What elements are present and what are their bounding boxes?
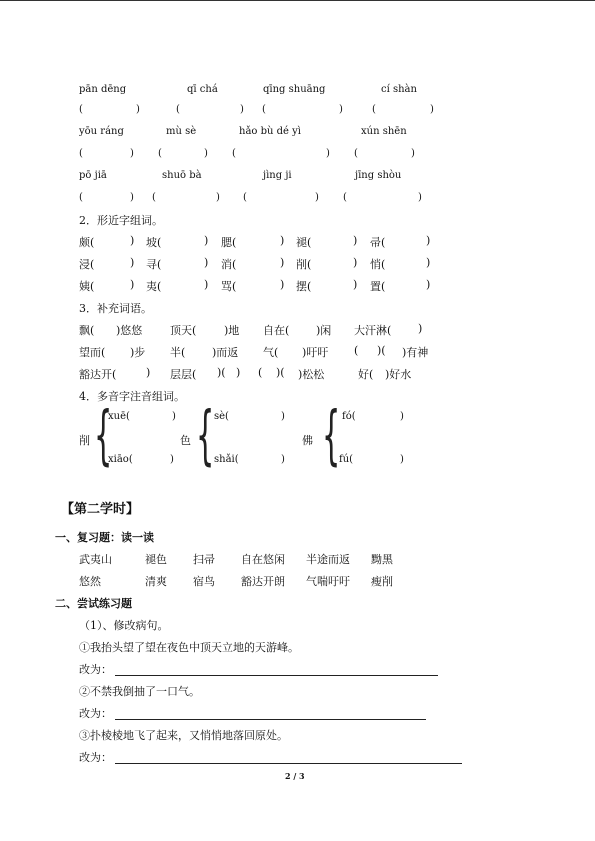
answer-blank[interactable]: (: [232, 148, 236, 159]
pinyin-item: yōu ráng: [79, 126, 124, 137]
answer-blank[interactable]: (: [262, 104, 266, 115]
header-rule: [0, 0, 595, 1]
char-prompt[interactable]: 腮(: [221, 236, 237, 249]
pinyin-item: shuō bà: [162, 170, 202, 181]
idiom-part[interactable]: 好(: [358, 368, 374, 381]
left-brace-icon: {: [322, 399, 341, 473]
section-title: 3．补充词语。: [79, 302, 152, 315]
review-word: 悠然: [79, 575, 101, 588]
review-word: 气喘吁吁: [306, 575, 350, 588]
left-brace-icon: {: [94, 399, 113, 473]
char-prompt[interactable]: 颇(: [79, 236, 95, 249]
answer-blank[interactable]: (: [79, 148, 83, 159]
answer-blank: ): [204, 148, 208, 159]
char-prompt[interactable]: 浸(: [79, 258, 95, 271]
idiom-part[interactable]: (: [258, 366, 263, 379]
sentence: ②不禁我倒抽了一口气。: [79, 685, 200, 698]
left-brace-icon: {: [196, 399, 215, 473]
char-prompt[interactable]: 帚(: [370, 236, 386, 249]
char-prompt[interactable]: 褪(: [296, 236, 312, 249]
char-prompt: ): [353, 278, 358, 291]
answer-blank[interactable]: (: [354, 148, 358, 159]
pinyin-blank[interactable]: xiāo(: [108, 454, 133, 465]
char-prompt[interactable]: 骂(: [221, 280, 237, 293]
sentence: ③扑棱棱地飞了起来，又悄悄地落回原处。: [79, 729, 288, 742]
char-prompt: ): [204, 278, 209, 291]
pinyin-blank: ): [170, 454, 174, 465]
pinyin-item: xún shēn: [361, 126, 407, 137]
answer-line[interactable]: [115, 719, 426, 720]
idiom-part[interactable]: 层层(: [170, 368, 197, 381]
answer-blank[interactable]: (: [158, 148, 162, 159]
idiom-part: )而返: [212, 346, 239, 359]
char-prompt[interactable]: 坡(: [146, 236, 162, 249]
pinyin-item: cí shàn: [381, 84, 417, 95]
char-prompt[interactable]: 夷(: [146, 280, 162, 293]
char-prompt: ): [204, 256, 209, 269]
pinyin-item: jīng shòu: [355, 170, 402, 181]
char-prompt[interactable]: 置(: [370, 280, 386, 293]
idiom-part: )步: [130, 346, 146, 359]
char-prompt[interactable]: 悄(: [370, 258, 386, 271]
review-word: 宿鸟: [193, 575, 215, 588]
section-title: 4．多音字注音组词。: [79, 390, 185, 403]
pinyin-item: jìng ji: [263, 170, 292, 181]
answer-line[interactable]: [115, 675, 438, 676]
answer-blank: ): [430, 104, 434, 115]
polyphone-char: 色: [180, 434, 191, 447]
char-prompt[interactable]: 姨(: [79, 280, 95, 293]
char-prompt[interactable]: 摆(: [296, 280, 312, 293]
answer-blank: ): [411, 148, 415, 159]
review-word: 扫帚: [193, 553, 215, 566]
idiom-part: )闲: [316, 324, 332, 337]
sentence: ①我抬头望了望在夜色中顶天立地的天游峰。: [79, 641, 299, 654]
char-prompt: ): [280, 234, 285, 247]
pinyin-blank[interactable]: shǎi(: [214, 454, 239, 465]
idiom-part[interactable]: 半(: [170, 346, 186, 359]
idiom-part[interactable]: )(: [217, 366, 226, 379]
answer-line[interactable]: [115, 763, 462, 764]
pinyin-blank[interactable]: xuē(: [108, 411, 130, 422]
char-prompt: ): [204, 234, 209, 247]
char-prompt: ): [426, 234, 431, 247]
idiom-part[interactable]: 顶天(: [170, 324, 197, 337]
idiom-part[interactable]: 大汗淋(: [354, 324, 392, 337]
pinyin-item: qīng shuāng: [263, 84, 326, 95]
answer-blank: ): [240, 104, 244, 115]
idiom-part[interactable]: 自在(: [263, 324, 290, 337]
part-title: 一、复习题：读一读: [55, 531, 154, 544]
answer-blank: ): [339, 104, 343, 115]
answer-blank: ): [315, 192, 319, 203]
answer-blank: ): [130, 192, 134, 203]
pinyin-item: qī chá: [187, 84, 218, 95]
answer-label: 改为：: [79, 663, 112, 676]
idiom-part[interactable]: (: [354, 344, 359, 357]
pinyin-blank[interactable]: fú(: [339, 454, 354, 465]
pinyin-item: mù sè: [166, 126, 197, 137]
pinyin-blank: ): [281, 411, 285, 422]
idiom-part: ): [418, 322, 423, 335]
idiom-part: ): [236, 366, 241, 379]
answer-label: 改为：: [79, 751, 112, 764]
pinyin-item: hǎo bù dé yì: [239, 126, 301, 137]
idiom-part[interactable]: 豁达开(: [79, 368, 117, 381]
char-prompt: ): [426, 278, 431, 291]
char-prompt: ): [353, 234, 358, 247]
char-prompt: ): [130, 256, 135, 269]
review-word: 武夷山: [79, 553, 112, 566]
polyphone-char: 佛: [302, 434, 313, 447]
pinyin-blank: ): [400, 454, 404, 465]
answer-blank[interactable]: (: [152, 192, 156, 203]
idiom-part[interactable]: 飘(: [79, 324, 95, 337]
answer-blank: ): [136, 104, 140, 115]
answer-blank[interactable]: (: [243, 192, 247, 203]
idiom-part: )好水: [385, 368, 412, 381]
char-prompt: ): [426, 256, 431, 269]
idiom-part: )悠悠: [116, 324, 143, 337]
answer-blank: ): [130, 148, 134, 159]
review-word: 黝黑: [371, 553, 393, 566]
answer-blank: ): [326, 148, 330, 159]
answer-blank: ): [418, 192, 422, 203]
char-prompt: ): [130, 234, 135, 247]
answer-blank: ): [216, 192, 220, 203]
answer-blank[interactable]: (: [343, 192, 347, 203]
pinyin-blank: ): [172, 411, 176, 422]
idiom-part: )有神: [402, 346, 429, 359]
review-word: 褪色: [145, 553, 167, 566]
char-prompt: ): [353, 256, 358, 269]
page-number: 2 / 3: [285, 771, 305, 781]
idiom-part: )松松: [298, 368, 325, 381]
lesson-heading: 【第二学时】: [61, 502, 140, 517]
idiom-part[interactable]: 气(: [263, 346, 279, 359]
answer-blank[interactable]: (: [79, 104, 83, 115]
char-prompt[interactable]: 削(: [296, 258, 312, 271]
polyphone-char: 削: [79, 434, 90, 447]
answer-label: 改为：: [79, 707, 112, 720]
idiom-part: ): [146, 366, 151, 379]
review-word: 清爽: [145, 575, 167, 588]
part-title: 二、尝试练习题: [55, 597, 132, 610]
answer-blank[interactable]: (: [176, 104, 180, 115]
char-prompt[interactable]: 寻(: [146, 258, 162, 271]
char-prompt[interactable]: 消(: [221, 258, 237, 271]
pinyin-item: pō jiā: [79, 170, 107, 181]
answer-blank[interactable]: (: [372, 104, 376, 115]
pinyin-blank[interactable]: fó(: [342, 411, 356, 422]
review-word: 豁达开朗: [241, 575, 285, 588]
section-title: 2．形近字组词。: [79, 214, 163, 227]
char-prompt: ): [130, 278, 135, 291]
idiom-part[interactable]: )(: [377, 344, 386, 357]
idiom-part: )吁吁: [302, 346, 329, 359]
review-word: 瘦削: [371, 575, 393, 588]
char-prompt: ): [280, 256, 285, 269]
idiom-part[interactable]: )(: [276, 366, 285, 379]
idiom-part: )地: [224, 324, 240, 337]
pinyin-blank[interactable]: sè(: [214, 411, 229, 422]
answer-blank[interactable]: (: [79, 192, 83, 203]
pinyin-blank: ): [400, 411, 404, 422]
pinyin-item: pān dēng: [79, 84, 127, 95]
sub-title: （1）、修改病句。: [79, 619, 169, 632]
idiom-part[interactable]: 望而(: [79, 346, 106, 359]
review-word: 半途而返: [306, 553, 350, 566]
review-word: 自在悠闲: [241, 553, 285, 566]
pinyin-blank: ): [281, 454, 285, 465]
char-prompt: ): [280, 278, 285, 291]
